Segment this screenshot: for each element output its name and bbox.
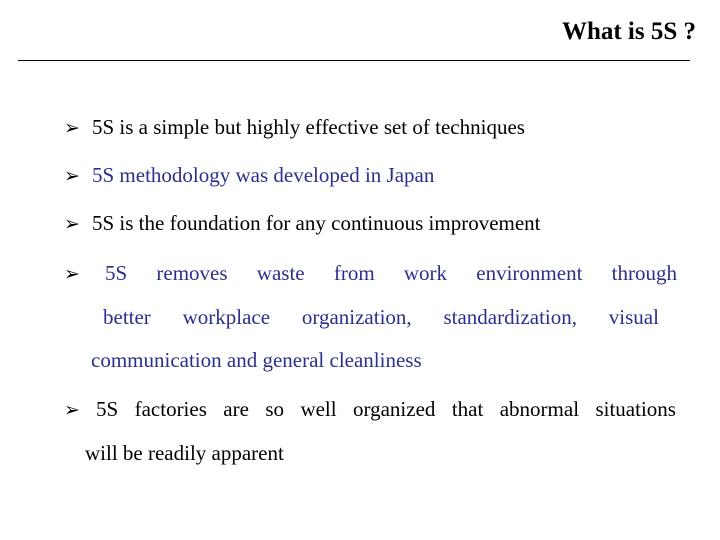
bullet-arrow-icon: ➢: [64, 117, 80, 139]
word: 5S: [105, 261, 128, 285]
word: so: [265, 397, 285, 421]
word: through: [611, 261, 677, 285]
word: are: [223, 397, 249, 421]
word: workplace: [182, 305, 271, 329]
bullet-line: [103, 305, 659, 329]
word: well: [300, 397, 337, 421]
word: organized: [353, 397, 436, 421]
word: better: [103, 305, 151, 329]
title-divider: [18, 60, 690, 61]
word: situations: [595, 397, 676, 421]
bullet-arrow-icon: ➢: [64, 399, 80, 421]
bullet-line: 5S is a simple but highly effective set of techniques: [92, 115, 525, 139]
slide-title: What is 5S ?: [561, 18, 696, 45]
bullet-line: 5S methodology was developed in Japan: [92, 163, 435, 187]
word: removes: [156, 261, 228, 285]
bullet-line: [96, 397, 676, 421]
bullet-line: communication and general cleanliness: [91, 348, 422, 372]
bullet-line: [105, 261, 677, 285]
word: from: [333, 261, 375, 285]
word: standardization,: [443, 305, 578, 329]
bullet-arrow-icon: ➢: [64, 263, 80, 285]
word: environment: [476, 261, 583, 285]
bullet-line: will be readily apparent: [85, 441, 284, 465]
word: organization,: [301, 305, 412, 329]
word: factories: [134, 397, 207, 421]
bullet-line: 5S is the foundation for any continuous improvement: [92, 211, 541, 235]
bullet-arrow-icon: ➢: [64, 165, 80, 187]
word: visual: [608, 305, 659, 329]
word: that: [451, 397, 484, 421]
word: work: [403, 261, 448, 285]
word: waste: [256, 261, 305, 285]
word: abnormal: [499, 397, 580, 421]
word: 5S: [96, 397, 119, 421]
bullet-arrow-icon: ➢: [64, 213, 80, 235]
